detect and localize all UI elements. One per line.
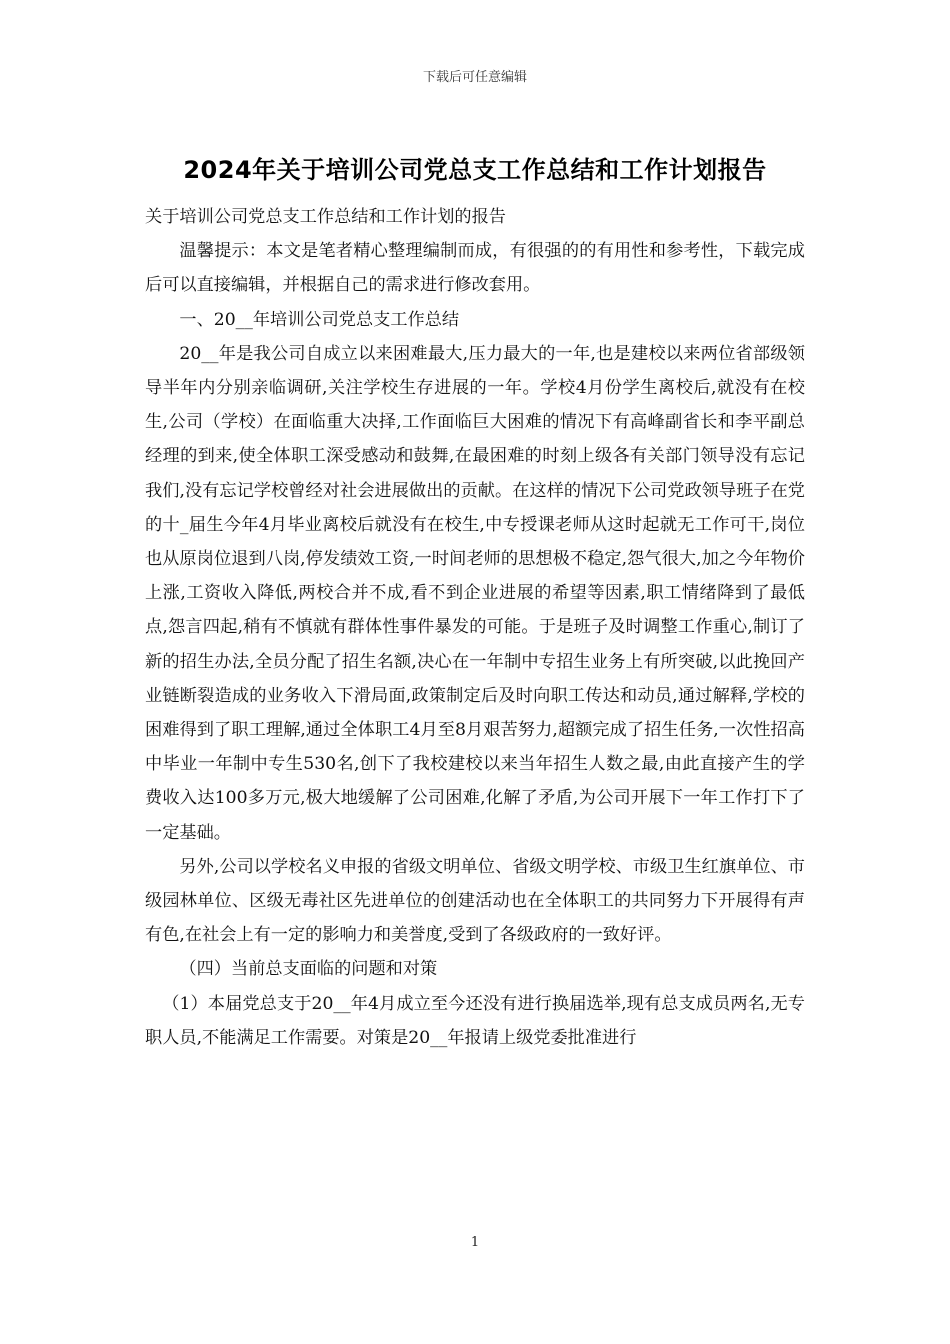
header-note: 下载后可任意编辑: [422, 70, 527, 85]
summary-paragraph: 20__年是我公司自成立以来困难最大,压力最大的一年,也是建校以来两位省部级领导半年内分别亲临调研,关注学校生存进展的一年。学校4月份学生离校后,就没有在校生,公司（学校）在面临重大决择,工作面临巨大困难的情况下有高峰副省长和李平副总经理的到来,使全体职工深受感动和鼓舞,在最困难的时刻上级各有关部门领导没有忘记我们,没有忘记学校曾经对社会进展做出的贡献。在这样的情况下公司党政领导班子在党的十_届生今年4月毕业离校后就没有在校生,中专授课老师从这时起就无工作可干,岗位也从原岗位退到八岗,停发绩效工资,一时间老师的思想极不稳定,怨气很大,加之今年物价上涨,工资收入降低,两校合并不成,看不到企业进展的希望等因素,职工情绪降到了最低点,怨言四起,稍有不慎就有群体性事件暴发的可能。于是班子及时调整工作重心,制订了新的招生办法,全员分配了招生名额,决心在一年制中专招生业务上有所突破,以此挽回产业链断裂造成的业务收入下滑局面,政策制定后及时向职工传达和动员,通过解释,学校的困难得到了职工理解,通过全体职工4月至8月艰苦努力,超额完成了招生任务,一次性招高中毕业一年制中专生530名,创下了我校建校以来当年招生人数之最,由此直接产生的学费收入达100多万元,极大地缓解了公司困难,化解了矛盾,为公司开展下一年工作打下了一定基础。: [145, 343, 805, 843]
subtitle-paragraph: 关于培训公司党总支工作总结和工作计划的报告: [145, 207, 506, 227]
document-body: [145, 200, 805, 1055]
document-title: 2024年关于培训公司党总支工作总结和工作计划报告: [183, 156, 767, 184]
page-number: 1: [470, 1235, 480, 1250]
subsection-heading: （四）当前总支面临的问题和对策: [179, 959, 438, 980]
additional-paragraph: 另外,公司以学校名义申报的省级文明单位、省级文明学校、市级卫生红旗单位、市级园林单位、区级无毒社区先进单位的创建活动也在全体职工的共同努力下开展得有声有色,在社会上有一定的影响力和美誉度,受到了各级政府的一致好评。: [145, 856, 805, 946]
tip-paragraph: 温馨提示：本文是笔者精心整理编制而成，有很强的的有用性和参考性，下载完成后可以直接编辑，并根据自己的需求进行修改套用。: [145, 241, 805, 296]
problem-paragraph: （1）本届党总支于20__年4月成立至今还没有进行换届选举,现有总支成员两名,无专职人员,不能满足工作需要。对策是20__年报请上级党委批准进行: [145, 993, 805, 1048]
section-heading: 一、20__年培训公司党总支工作总结: [179, 309, 460, 330]
